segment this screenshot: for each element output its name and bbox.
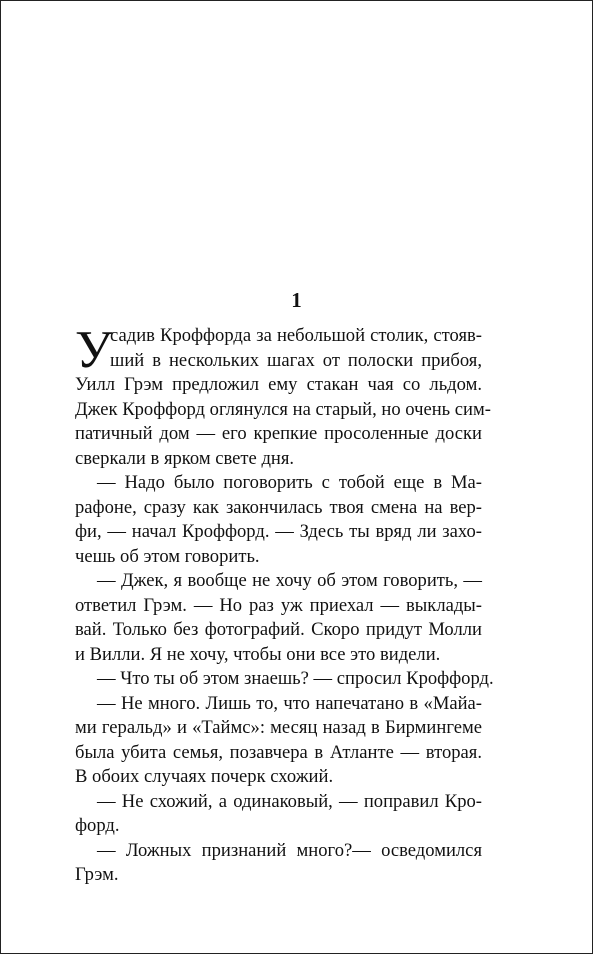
text-line: садив Кроффорда за небольшой столик, стояв- [110, 325, 482, 346]
text-line: Грэм. [75, 864, 119, 885]
text-line: — Джек, я вообще не хочу об этом говорить, — [97, 570, 482, 591]
text-line: — Не схожий, а одинаковый, — поправил Кро- [97, 790, 482, 812]
text-line: ответил Грэм. — Но раз уж приехал — выклады- [75, 594, 482, 616]
text-line: Уилл Грэм предложил ему стакан чая со льдом. [75, 374, 482, 395]
text-line: ми геральд» и «Таймс»: месяц назад в Бирмингеме [75, 717, 482, 738]
body-text [75, 321, 494, 888]
lines-container [75, 321, 494, 888]
text-line: вай. Только без фотографий. Скоро придут Молли [75, 619, 482, 640]
text-line: — Что ты об этом знаешь? — спросил Кроффорд. [97, 668, 494, 689]
text-line: ший в нескольких шагах от полоски прибоя, [110, 349, 482, 371]
text-line: рафоне, сразу как закончилась твоя смена на вер- [75, 496, 482, 518]
text-line: В обоих случаях почерк схожий. [75, 766, 334, 787]
text-line: и Вилли. Я не хочу, чтобы они все это видели. [75, 643, 441, 665]
text-line: сверкали в ярком свете дня. [75, 447, 295, 469]
text-line: Джек Кроффорд оглянулся на старый, но очень сим- [75, 398, 491, 420]
text-line: была убита семья, позавчера в Атланте — вторая. [75, 741, 482, 763]
text-line: — Ложных признаний много?— осведомился [97, 839, 482, 861]
text-line: чешь об этом говорить. [75, 545, 260, 567]
text-line: патичный дом — его крепкие просоленные доски [75, 423, 482, 444]
chapter-number: 1 [291, 288, 302, 312]
drop-cap: У [75, 321, 113, 379]
text-line: фи, — начал Кроффорд. — Здесь ты вряд ли захо- [75, 521, 482, 542]
text-line: форд. [75, 815, 120, 836]
text-line: — Не много. Лишь то, что напечатано в «Майа- [97, 692, 482, 714]
text-line: — Надо было поговорить с тобой еще в Ма- [97, 472, 482, 493]
